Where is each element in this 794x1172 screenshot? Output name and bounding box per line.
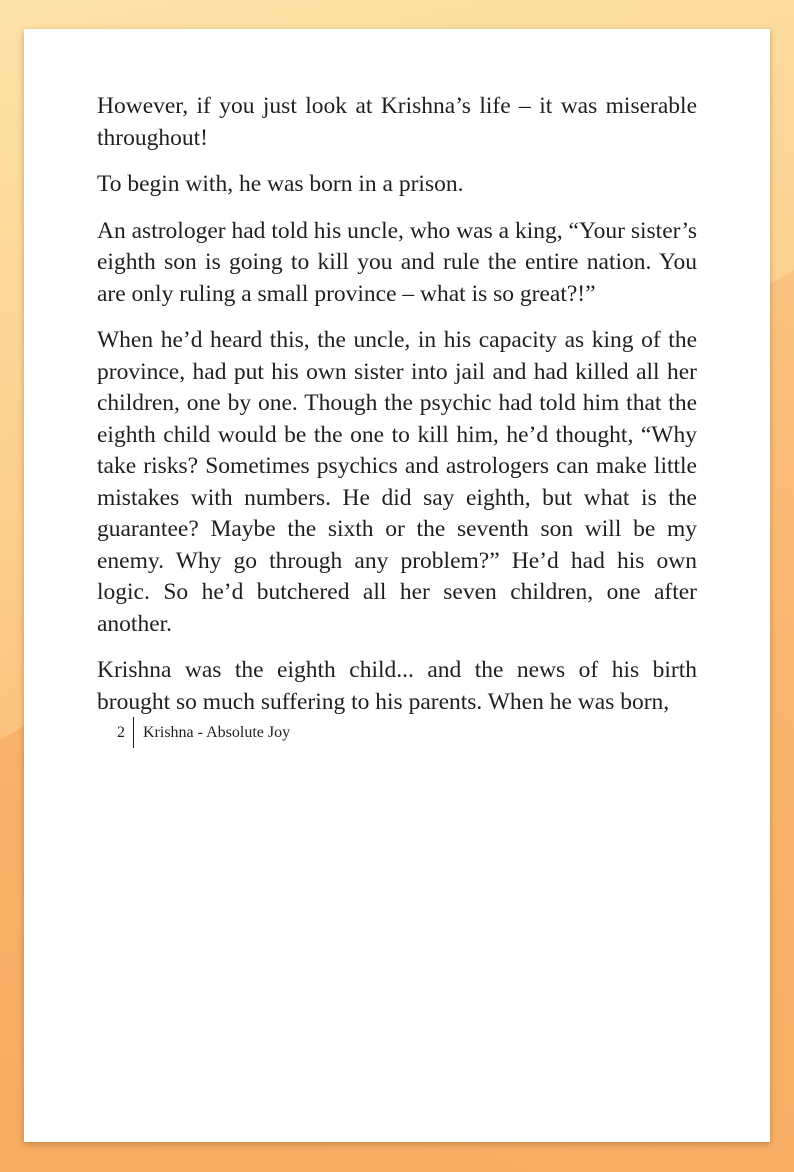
page-number: 2 — [117, 723, 125, 741]
body-text — [97, 91, 697, 733]
book-page — [24, 29, 770, 1142]
page-footer — [117, 717, 290, 748]
paragraph: However, if you just look at Krishna’s life – it was miserable throughout! — [97, 93, 697, 151]
paragraph: Krishna was the eighth child... and the news of his birth brought so much suffering to his parents. When he was born, — [97, 657, 697, 715]
book-title: Krishna - Absolute Joy — [143, 723, 291, 741]
paragraph: When he’d heard this, the uncle, in his capacity as king of the province, had put his own sister into jail and had killed all her children, one by one. Though the psychic had told him that the eighth child would be the one to kill him, he’d thought, “Why take risks? Sometimes psychics and astrologers can make little mistakes with numbers. He did say eighth, but what is the guarantee? Maybe the sixth or the seventh son will be my enemy. Why go through any problem?” He’d had his own logic. So he’d butchered all her seven children, one after another. — [97, 327, 697, 637]
paragraph: An astrologer had told his uncle, who was a king, “Your sister’s eighth son is going to kill you and rule the entire nation. You are only ruling a small province – what is so great?!” — [97, 217, 697, 307]
paragraph: To begin with, he was born in a prison. — [97, 171, 464, 197]
